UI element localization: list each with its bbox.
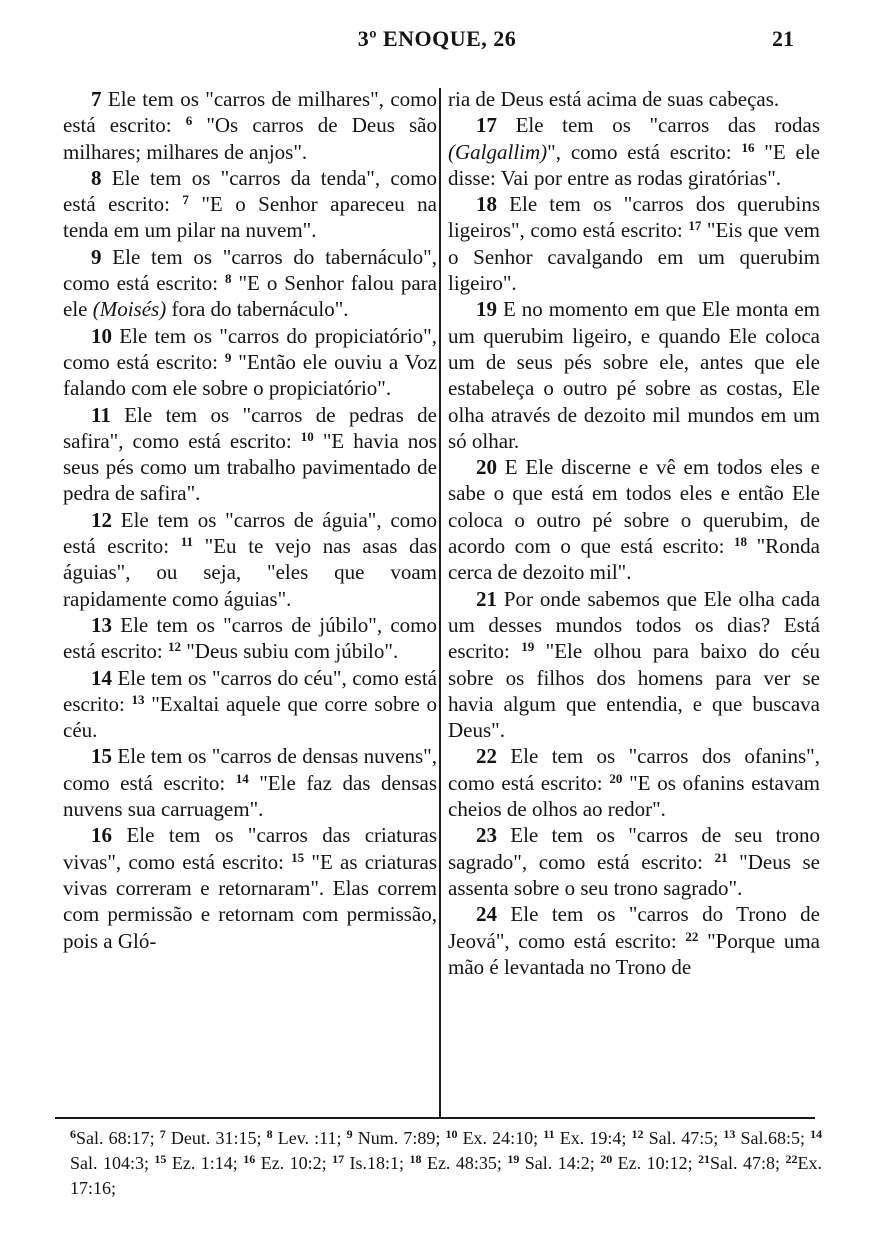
footnote-number: 10	[445, 1127, 458, 1141]
verse-9	[63, 244, 437, 323]
page-number: 21	[772, 26, 794, 51]
verse-text: Ele tem os "carros de júbilo", como está escrito:	[63, 612, 437, 664]
footnote-ref: 16	[741, 139, 755, 155]
footnote-number: 18	[409, 1152, 422, 1166]
verse-23	[448, 822, 820, 901]
footnotes	[70, 1126, 822, 1201]
verse-number: 10	[91, 323, 112, 348]
footnote-reference: Ez. 10:2;	[255, 1153, 327, 1173]
verse-17	[448, 112, 820, 191]
footnote-number: 19	[507, 1152, 520, 1166]
verse-7	[63, 86, 437, 165]
footnote-number: 7	[159, 1127, 166, 1141]
verse-13	[63, 612, 437, 665]
footnote-ref: 21	[714, 849, 728, 865]
footnote-ref: 6	[185, 113, 193, 129]
footnote-reference: Num. 7:89;	[352, 1128, 441, 1148]
footnote-reference: Is.18:1;	[344, 1153, 405, 1173]
verse-number: 14	[91, 665, 112, 690]
footnote-ref: 12	[167, 639, 181, 655]
verse-15	[63, 743, 437, 822]
verse-text: fora do tabernáculo".	[166, 297, 349, 322]
verse-14	[63, 665, 437, 744]
footnote-reference: Ex. 19:4;	[554, 1128, 627, 1148]
verse-number: 12	[91, 507, 112, 532]
verse-text: Ele tem os "carros das criaturas vivas", como está escrito:	[63, 823, 437, 874]
footnote-number: 13	[723, 1127, 736, 1141]
right-text-column	[448, 86, 820, 980]
verse-11	[63, 402, 437, 507]
footnote-reference: Ez. 1:14;	[166, 1153, 238, 1173]
footnote-ref: 18	[734, 534, 748, 550]
footnote-number: 12	[631, 1127, 644, 1141]
verse-text: Por onde sabemos que Ele olha cada um desses mundos todos os dias? Está escrito:	[448, 586, 820, 664]
footnote-reference: Sal. 104:3;	[70, 1153, 149, 1173]
verse-16	[63, 822, 437, 953]
footnote-reference: Sal. 14:2;	[519, 1153, 595, 1173]
footnote-ref: 7	[182, 192, 189, 208]
verse-10	[63, 323, 437, 402]
verse-24	[448, 901, 820, 980]
footnote-number: 14	[810, 1127, 823, 1141]
verse-text: Ele tem os "carros de águia", como está escrito:	[63, 507, 437, 559]
footnote-number: 17	[332, 1152, 345, 1166]
verse-18	[448, 191, 820, 296]
verse-text: Ele tem os "carros do céu", como está escrito:	[63, 665, 437, 716]
footnote-reference: Ex. 17:16;	[70, 1153, 822, 1198]
footnote-ref: 10	[300, 428, 314, 444]
verse-20	[448, 454, 820, 585]
verse-text: Ele tem os "carros das rodas	[497, 113, 820, 138]
verse-text: "Eis que vem o Senhor cavalgando em um querubim ligeiro".	[448, 218, 820, 296]
footnote-ref: 15	[291, 849, 305, 865]
verse-number: 17	[476, 113, 497, 138]
footnote-reference: Sal.68:5;	[735, 1128, 805, 1148]
footnote-reference: Ez. 48:35;	[421, 1153, 502, 1173]
verse-text: "E o Senhor falou para ele	[63, 271, 437, 322]
verse-number: 22	[476, 744, 497, 769]
verse-text: "E havia nos seus pés como um trabalho pavimentado de pedra de safira".	[63, 428, 437, 506]
verse-text: "Eu te vejo nas asas das águias", ou seja, "eles que voam rapidamente como águias".	[63, 534, 437, 611]
verse-text: Ele tem os "carros dos ofanins", como está escrito:	[448, 744, 820, 795]
left-text-column	[63, 86, 437, 954]
verse-text: "Então ele ouviu a Voz falando com ele sobre o propiciatório".	[63, 349, 437, 401]
verse-number: 21	[476, 586, 497, 611]
verse-8	[63, 165, 437, 244]
verse-text: Ele tem os "carros dos querubins ligeiros", como está escrito:	[448, 192, 820, 243]
verse-21	[448, 586, 820, 744]
verse-text: "Ele olhou para baixo do céu sobre os filhos dos homens para ver se havia algum que entendia, e que buscava Deus".	[448, 639, 821, 743]
footnote-ref: 11	[180, 534, 194, 550]
verse-number: 16	[91, 823, 112, 848]
verse-text: "E ele disse: Vai por entre as rodas giratórias".	[448, 139, 820, 190]
column-divider	[439, 88, 441, 1117]
footnote-reference: Sal. 47:5;	[643, 1128, 719, 1148]
verse-text: Ele tem os "carros do propiciatório", como está escrito:	[63, 323, 437, 374]
footnote-ref: 17	[688, 218, 702, 234]
verse-number: 8	[91, 165, 102, 190]
footnote-number: 9	[346, 1127, 353, 1141]
verse-text: Ele tem os "carros de seu trono sagrado", como está escrito:	[448, 823, 820, 874]
footnote-reference: Lev. :11;	[272, 1128, 342, 1148]
verse-number: 7	[91, 87, 102, 111]
running-header	[0, 26, 874, 58]
verse-text: Ele tem os "carros do Trono de Jeová", como está escrito:	[448, 902, 820, 953]
verse-text: ria de Deus está acima de suas cabeças.	[448, 87, 780, 111]
verse-number: 19	[476, 297, 497, 322]
verse-number: 15	[91, 744, 112, 769]
verse-text: Ele tem os "carros de densas nuvens", como está escrito:	[63, 744, 437, 795]
footnote-reference: Ex. 24:10;	[457, 1128, 539, 1148]
footnote-number: 20	[600, 1152, 613, 1166]
verse-12	[63, 507, 437, 612]
footnote-reference: Deut. 31:15;	[165, 1128, 262, 1148]
verse-text: "Deus subiu com júbilo".	[180, 639, 399, 664]
italic-gloss: (Galgallim)	[448, 139, 548, 164]
verse-text: ", como está escrito:	[547, 139, 742, 164]
verse-text: Ele tem os "carros da tenda", como está escrito:	[63, 165, 437, 217]
verse-text: "Ronda cerca de dezoito mil".	[448, 534, 820, 585]
footnote-ref: 14	[235, 770, 249, 786]
verse-text: Ele tem os "carros do tabernáculo", como está escrito:	[63, 244, 437, 296]
footnote-ref: 22	[685, 928, 699, 944]
footnote-number: 21	[698, 1152, 711, 1166]
verse-text: Ele tem os "carros de pedras de safira", como está escrito:	[63, 402, 437, 453]
verse-text: "Deus se assenta sobre o seu trono sagrado".	[448, 849, 820, 900]
verse-number: 23	[476, 823, 497, 848]
verse-19	[448, 296, 820, 454]
footnote-reference: Ez. 10:12;	[612, 1153, 693, 1173]
footnote-reference: Sal. 68:17;	[76, 1128, 155, 1148]
verse-text: "E o Senhor apareceu na tenda em um pilar na nuvem".	[63, 192, 438, 243]
verse-16-continuation	[448, 86, 820, 112]
verse-number: 20	[476, 455, 497, 480]
verse-number: 9	[91, 244, 102, 269]
chapter-title: 3º ENOQUE, 26	[357, 26, 517, 51]
footnote-ref: 13	[131, 691, 145, 707]
footnote-reference: Sal. 47:8;	[710, 1153, 780, 1173]
footnote-number: 22	[785, 1152, 798, 1166]
verse-text: "Porque uma mão é levantada no Trono de	[448, 928, 820, 979]
italic-gloss: (Moisés)	[92, 297, 167, 322]
verse-22	[448, 743, 820, 822]
verse-text: "Ele faz das densas nuvens sua carruagem".	[63, 770, 437, 822]
footnote-number: 15	[154, 1152, 167, 1166]
verse-number: 11	[91, 402, 111, 427]
verse-text: Ele tem os "carros de milhares", como está escrito:	[63, 87, 437, 138]
footnote-number: 11	[543, 1127, 555, 1141]
footnote-ref: 20	[609, 770, 623, 786]
verse-text: "Exaltai aquele que corre sobre o céu.	[63, 691, 437, 743]
verse-text: E no momento em que Ele monta em um querubim ligeiro, e quando Ele coloca um de seus pés sobre ele, antes que ele estabeleça o outro pé sobre as costas, Ele olha através de dezoito mil mundos em um só olhar.	[448, 297, 820, 453]
footnote-ref: 9	[224, 349, 232, 365]
verse-text: "E os ofanins estavam cheios de olhos ao redor".	[448, 770, 820, 822]
verse-number: 24	[476, 902, 497, 927]
footnote-number: 16	[243, 1152, 256, 1166]
footnote-ref: 19	[521, 639, 535, 655]
footnote-divider	[55, 1117, 815, 1119]
footnote-number: 6	[70, 1127, 76, 1141]
footnote-ref: 8	[225, 271, 232, 287]
verse-number: 13	[91, 612, 112, 637]
footnote-number: 8	[266, 1127, 273, 1141]
verse-number: 18	[476, 192, 497, 217]
verse-text: "E as criaturas vivas correram e retornaram". Elas correm com permissão e retornam com permissão, pois a Gló-	[63, 849, 438, 953]
verse-text: E Ele discerne e vê em todos eles e sabe o que está em todos eles e então Ele coloca o outro pé sobre o querubim, de acordo com o que está escrito:	[448, 455, 820, 559]
verse-text: "Os carros de Deus são milhares; milhares de anjos".	[63, 113, 437, 164]
